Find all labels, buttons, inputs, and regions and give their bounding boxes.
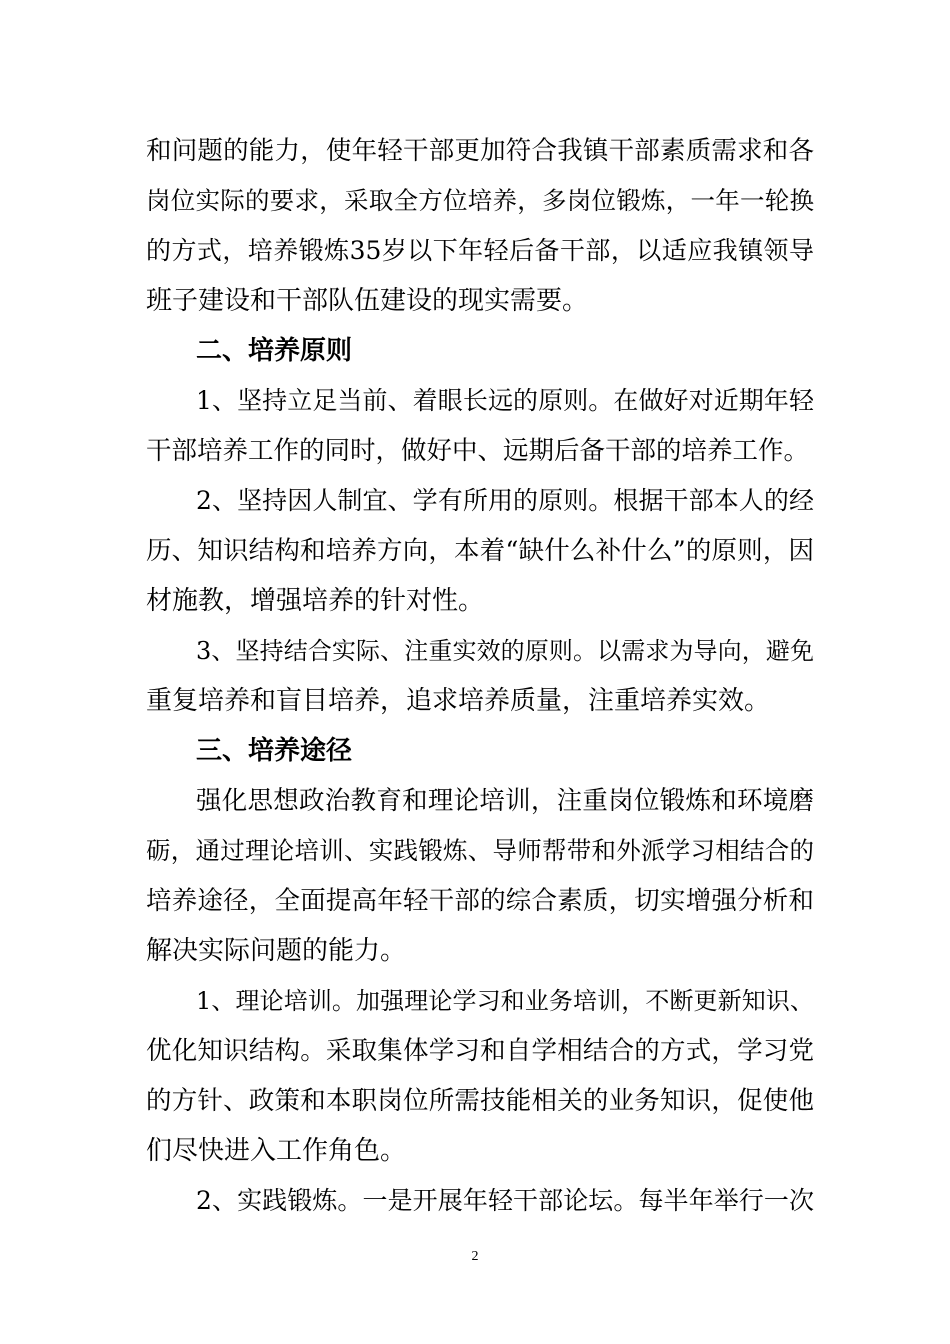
body-text-line: 材施教，增强培养的针对性。 [146,586,485,616]
body-text-line: 3、坚持结合实际、注重实效的原则。以需求为导向，避免 [196,637,814,665]
body-text-line: 1、坚持立足当前、着眼长远的原则。在做好对近期年轻 [196,386,814,415]
body-text-line: 强化思想政治教育和理论培训，注重岗位锻炼和环境磨 [196,786,814,816]
body-text-line: 岗位实际的要求，采取全方位培养，多岗位锻炼，一年一轮换 [146,186,814,215]
page-number: 2 [471,1249,479,1264]
section-heading: 三、培养途径 [196,736,353,766]
body-text-line: 和问题的能力，使年轻干部更加符合我镇干部素质需求和各 [146,136,814,166]
body-text-line: 1、理论培训。加强理论学习和业务培训，不断更新知识、 [196,987,814,1015]
body-text-line: 的方式，培养锻炼35岁以下年轻后备干部，以适应我镇领导 [146,236,814,265]
body-text-line: 解决实际问题的能力。 [146,936,407,966]
section-heading: 二、培养原则 [196,336,353,366]
body-text-line: 们尽快进入工作角色。 [146,1136,407,1166]
body-text-line: 培养途径，全面提高年轻干部的综合素质，切实增强分析和 [146,886,814,916]
body-text-line: 历、知识结构和培养方向，本着“缺什么补什么”的原则，因 [146,536,814,566]
body-text-line: 干部培养工作的同时，做好中、远期后备干部的培养工作。 [146,436,810,466]
body-text-line: 2、坚持因人制宜、学有所用的原则。根据干部本人的经 [196,486,814,515]
body-text-line: 重复培养和盲目培养，追求培养质量，注重培养实效。 [146,686,771,716]
body-text-line: 的方针、政策和本职岗位所需技能相关的业务知识，促使他 [146,1086,814,1116]
body-text-line: 砺，通过理论培训、实践锻炼、导师帮带和外派学习相结合的 [146,836,814,865]
body-text-line: 2、实践锻炼。一是开展年轻干部论坛。每半年举行一次 [196,1186,814,1215]
body-text-line: 班子建设和干部队伍建设的现实需要。 [146,286,589,316]
body-text-line: 优化知识结构。采取集体学习和自学相结合的方式，学习党 [146,1036,814,1066]
